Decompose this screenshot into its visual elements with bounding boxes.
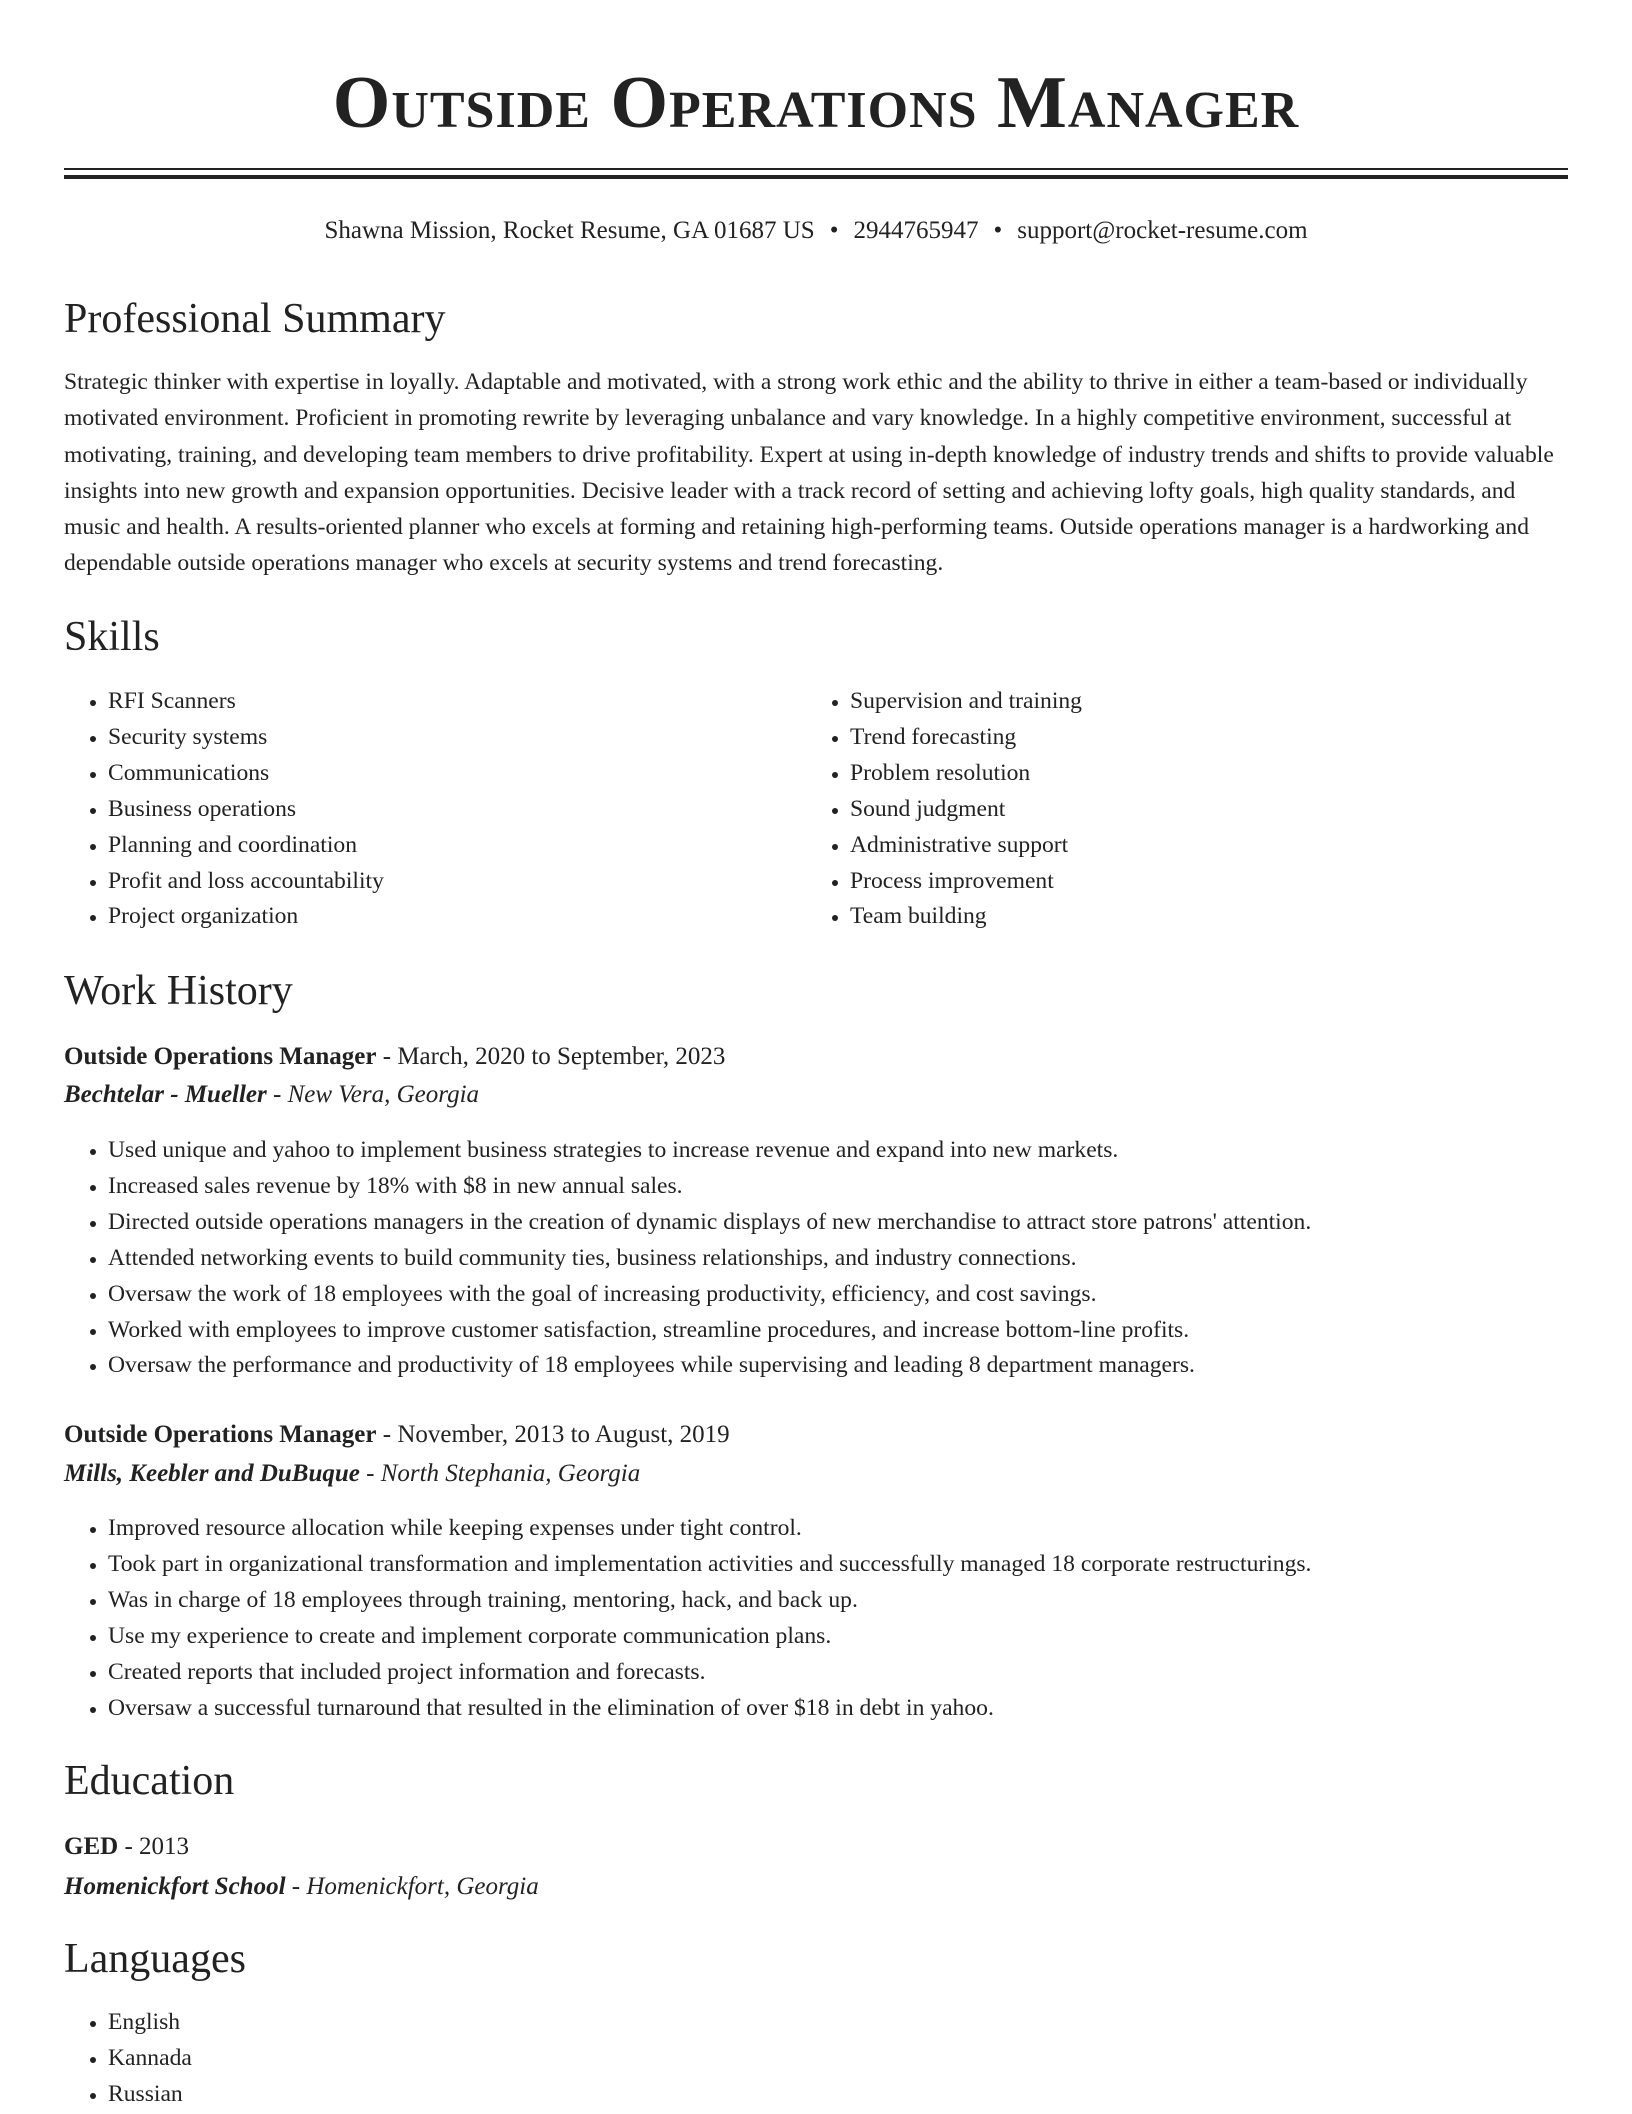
skills-heading: Skills bbox=[64, 614, 160, 660]
skill-item: • Profit and loss accountability bbox=[108, 864, 808, 900]
skill-item: • Security systems bbox=[108, 720, 808, 756]
header-rule-thick bbox=[64, 175, 1568, 179]
education-location: Homenickfort, Georgia bbox=[306, 1873, 539, 1900]
resume-name: Outside Operations Manager bbox=[332, 62, 1300, 144]
language-item: • Russian bbox=[108, 2077, 708, 2113]
job-bullet: • Created reports that included project information and forecasts. bbox=[108, 1655, 1608, 1691]
job-company-line bbox=[64, 1459, 640, 1489]
skills-list-right bbox=[806, 684, 1550, 935]
dash: - bbox=[266, 1081, 288, 1108]
job-bullet: • Took part in organizational transformation and implementation activities and successfully managed 18 corporate restructurings. bbox=[108, 1547, 1608, 1583]
skill-item: • Problem resolution bbox=[850, 756, 1550, 792]
job-bullets bbox=[64, 1133, 1608, 1384]
contact-address: Shawna Mission, Rocket Resume, GA 01687 US bbox=[324, 217, 815, 244]
job-title: Outside Operations Manager bbox=[64, 1043, 377, 1070]
job-title-line bbox=[64, 1042, 725, 1072]
skill-item: • Business operations bbox=[108, 792, 808, 828]
job-bullet: • Used unique and yahoo to implement business strategies to increase revenue and expand into new markets. bbox=[108, 1133, 1608, 1169]
job-bullet: • Directed outside operations managers in the creation of dynamic displays of new merchandise to attract store patrons' attention. bbox=[108, 1205, 1608, 1241]
dash: - bbox=[376, 1421, 398, 1448]
dash: - bbox=[376, 1043, 398, 1070]
skill-item: • Team building bbox=[850, 899, 1550, 935]
job-bullet: • Increased sales revenue by 18% with $8 in new annual sales. bbox=[108, 1169, 1608, 1205]
education-year: 2013 bbox=[139, 1833, 190, 1860]
summary-heading: Professional Summary bbox=[64, 296, 446, 342]
skill-item: • Sound judgment bbox=[850, 792, 1550, 828]
contact-separator: • bbox=[829, 217, 839, 244]
skill-item: • Trend forecasting bbox=[850, 720, 1550, 756]
contact-phone: 2944765947 bbox=[853, 217, 979, 244]
skill-item: • Supervision and training bbox=[850, 684, 1550, 720]
languages-heading: Languages bbox=[64, 1936, 246, 1982]
job-bullet: • Attended networking events to build community ties, business relationships, and industry connections. bbox=[108, 1241, 1608, 1277]
summary-text: Strategic thinker with expertise in loyally. Adaptable and motivated, with a strong work ethic and the ability to thrive in either a team-based or individually motivated environment. Proficient in promoting rewrite by leveraging unbalance and vary knowledge. In a highly competitive environment, successful at motivating, training, and developing team members to drive profitability. Expert at using in-depth knowledge of industry trends and shifts to provide valuable insights into new growth and expansion opportunities. Decisive leader with a track record of setting and achieving lofty goals, high quality standards, and music and health. A results-oriented planner who excels at forming and retaining high-performing teams. Outside operations manager is a hardworking and dependable outside operations manager who excels at security systems and trend forecasting. bbox=[64, 369, 1554, 577]
education-school: Homenickfort School bbox=[64, 1873, 286, 1900]
job-title-line bbox=[64, 1420, 730, 1450]
work-heading: Work History bbox=[64, 968, 293, 1014]
job-location: New Vera, Georgia bbox=[287, 1081, 480, 1108]
dash: - bbox=[118, 1833, 140, 1860]
job-location: North Stephania, Georgia bbox=[380, 1460, 641, 1487]
dash: - bbox=[359, 1460, 381, 1487]
contact-email: support@rocket-resume.com bbox=[1017, 217, 1308, 244]
job-company-line bbox=[64, 1080, 479, 1110]
header-rule-thin bbox=[64, 168, 1568, 170]
education-degree: GED bbox=[64, 1833, 119, 1860]
job-bullet: • Oversaw the work of 18 employees with the goal of increasing productivity, efficiency, and cost savings. bbox=[108, 1277, 1608, 1313]
job-bullet: • Was in charge of 18 employees through training, mentoring, hack, and back up. bbox=[108, 1583, 1608, 1619]
job-bullet: • Oversaw a successful turnaround that resulted in the elimination of over $18 in debt in yahoo. bbox=[108, 1691, 1608, 1727]
job-company: Mills, Keebler and DuBuque bbox=[64, 1460, 360, 1487]
job-bullet: • Use my experience to create and implement corporate communication plans. bbox=[108, 1619, 1608, 1655]
job-bullet: • Worked with employees to improve customer satisfaction, streamline procedures, and increase bottom-line profits. bbox=[108, 1313, 1608, 1349]
skills-list-left bbox=[64, 684, 808, 935]
skill-item: • Process improvement bbox=[850, 864, 1550, 900]
language-item: • Kannada bbox=[108, 2041, 708, 2077]
job-dates: November, 2013 to August, 2019 bbox=[397, 1421, 730, 1448]
job-bullet: • Oversaw the performance and productivity of 18 employees while supervising and leading 8 department managers. bbox=[108, 1348, 1608, 1384]
skill-item: • RFI Scanners bbox=[108, 684, 808, 720]
job-bullets bbox=[64, 1511, 1608, 1726]
skill-item: • Planning and coordination bbox=[108, 828, 808, 864]
dash: - bbox=[285, 1873, 307, 1900]
contact-separator: • bbox=[993, 217, 1003, 244]
skill-item: • Communications bbox=[108, 756, 808, 792]
skill-item: • Administrative support bbox=[850, 828, 1550, 864]
languages-list bbox=[64, 2005, 708, 2113]
education-heading: Education bbox=[64, 1758, 235, 1804]
skill-item: • Project organization bbox=[108, 899, 808, 935]
education-school-line bbox=[64, 1872, 539, 1902]
contact-line bbox=[0, 216, 1632, 246]
job-dates: March, 2020 to September, 2023 bbox=[397, 1043, 726, 1070]
language-item: • English bbox=[108, 2005, 708, 2041]
education-degree-line bbox=[64, 1832, 189, 1862]
job-bullet: • Improved resource allocation while keeping expenses under tight control. bbox=[108, 1511, 1608, 1547]
job-company: Bechtelar - Mueller bbox=[64, 1081, 267, 1108]
job-title: Outside Operations Manager bbox=[64, 1421, 377, 1448]
